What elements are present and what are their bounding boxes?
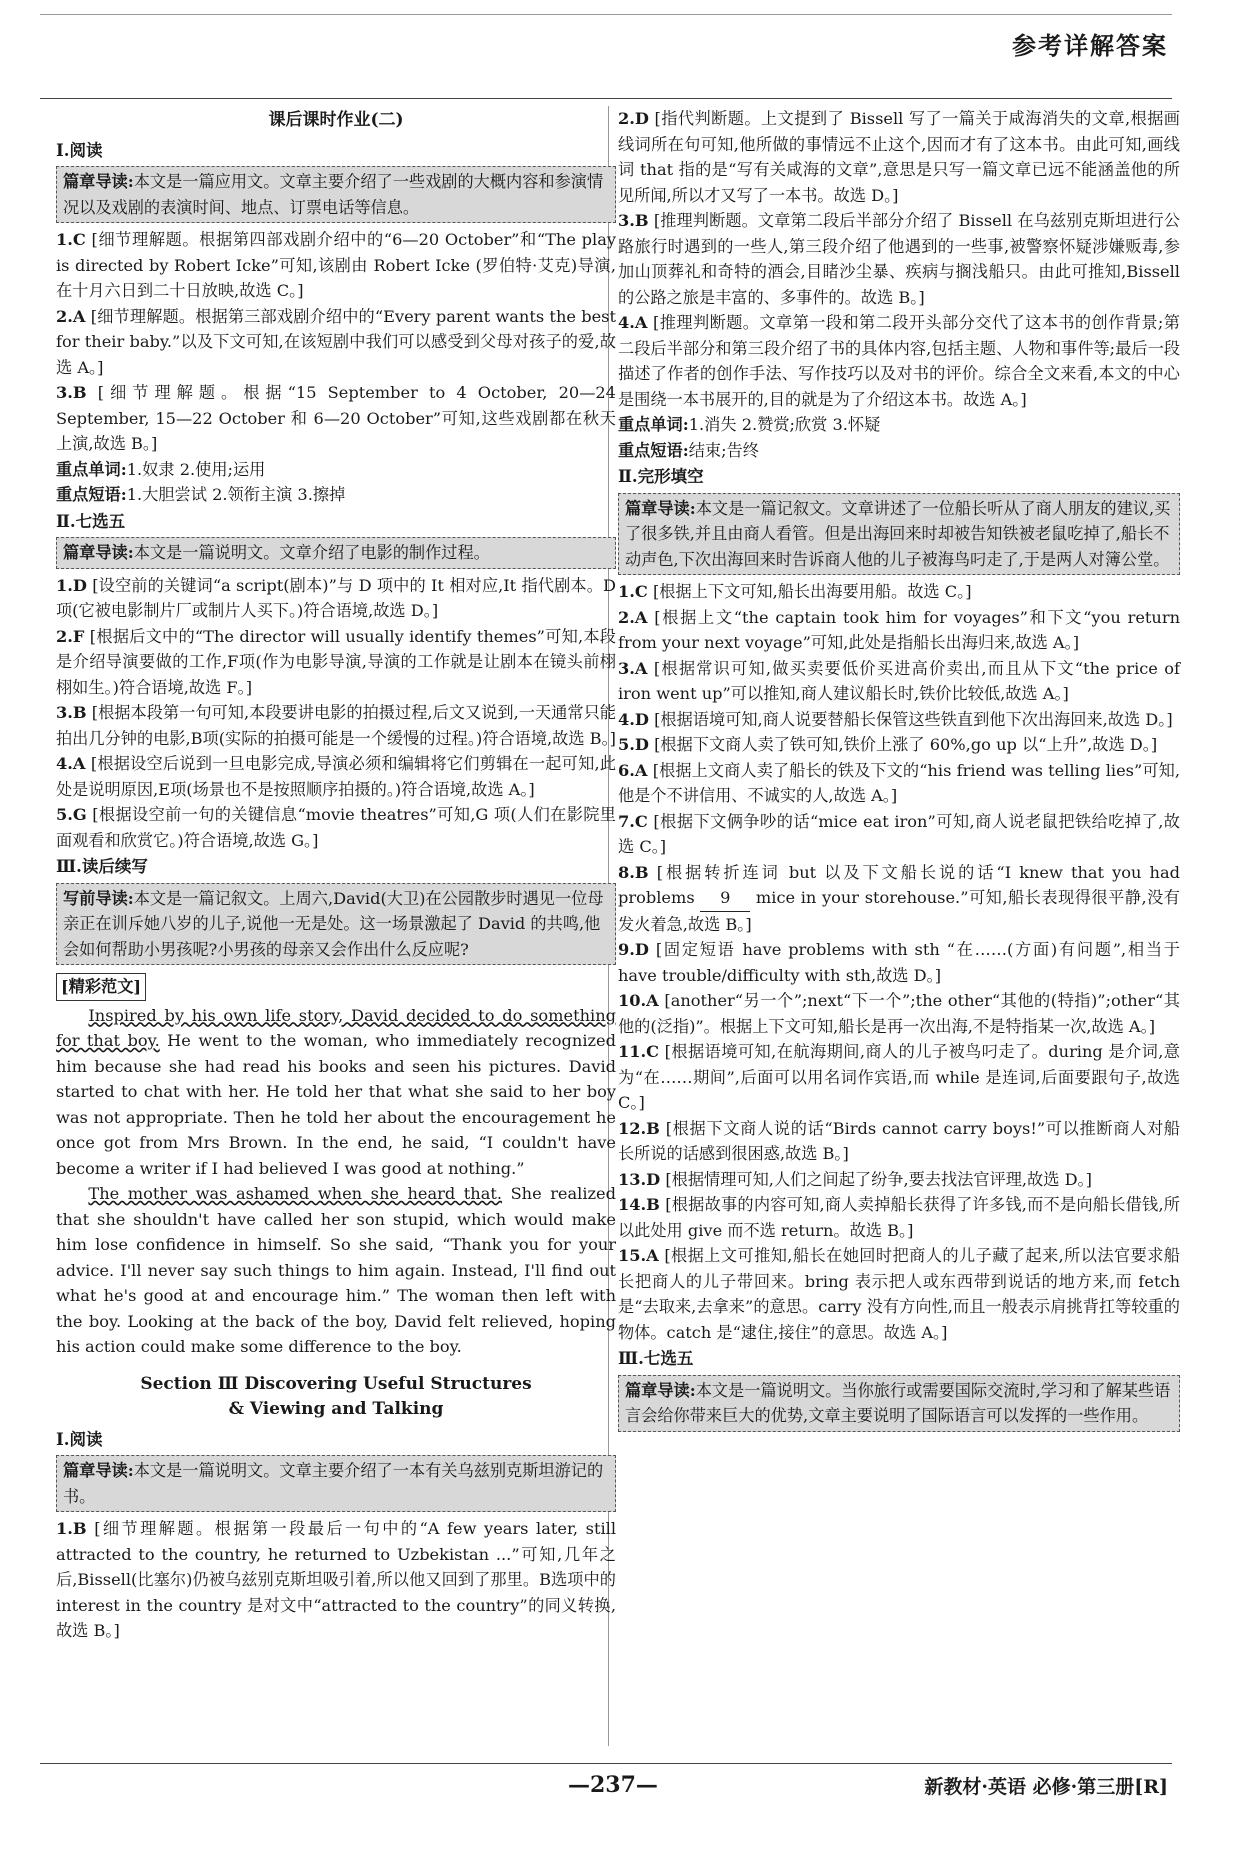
key-phrases	[56, 482, 616, 508]
reading-guide	[56, 166, 616, 223]
answer-explanation: [根据上文可推知,船长在她回时把商人的儿子藏了起来,所以法官要求船长把商人的儿子带回来。bring 表示把人或东西带到说话的地方来,而 fetch 是“去取来,去拿来”的意思。carry 没有方向性,而且一般表示肩挑背扛等较重的物体。catch 是“逮住,接住”的意思。故选 A。]	[618, 1246, 1180, 1342]
guide-label: 篇章导读:	[63, 543, 134, 562]
answer-explanation: [根据故事的内容可知,商人卖掉船长获得了许多钱,而不是向船长借钱,所以此处用 give 而不选 return。故选 B。]	[618, 1195, 1180, 1240]
book-info: 新教材·英语 必修·第三册[R]	[924, 1776, 1168, 1798]
reading-answers-continued	[618, 106, 1180, 412]
answer-number: 1.C	[618, 582, 648, 601]
answer-explanation: [推理判断题。文章第二段后半部分介绍了 Bissell 在乌兹别克斯坦进行公路旅行时遇到的一些人,第三段介绍了他遇到的一些事,被警察怀疑涉嫌贩毒,参加山顶葬礼和奇特的酒会,目睹沙尘暴、疾病与搁浅船只。由此可推知,Bissell 的公路之旅是丰富的、多事件的。故选 B。]	[618, 211, 1180, 307]
answer-number: 8.B	[618, 862, 649, 882]
answer-number: 4.D	[618, 709, 649, 729]
answer-number: 5.D	[618, 735, 649, 754]
answer-item	[56, 227, 616, 304]
answer-item	[618, 707, 1180, 733]
key-phrases-text: 结束;告终	[688, 440, 759, 460]
answer-explanation: [根据情理可知,人们之间起了纷争,要去找法官评理,故选 D。]	[665, 1169, 1092, 1189]
answer-item	[618, 1039, 1180, 1116]
answer-item	[56, 380, 616, 457]
guide-label: 篇章导读:	[625, 1380, 696, 1400]
section3-title	[56, 1372, 616, 1423]
top-rule	[40, 14, 1172, 15]
answer-item	[618, 1167, 1180, 1193]
answer-explanation: [细节理解题。根据“15 September to 4 October, 20—24 September, 15—22 October 和 6—20 October”可知,这些戏剧都在秋天上演,故选 B。]	[56, 383, 616, 453]
answer-number: 10.A	[618, 991, 659, 1010]
answer-item	[618, 208, 1180, 310]
answer-item	[618, 1116, 1180, 1167]
key-phrases	[618, 438, 1180, 464]
answer-item	[618, 605, 1180, 656]
answer-explanation: [根据转折连词 but 以及下文船长说的话“I knew that you had problems	[618, 862, 1180, 907]
answer-explanation: [设空前的关键词“a script(剧本)”与 D 项中的 It 相对应,It 指代剧本。D项(它被电影制片厂或制片人买下。)符合语境,故选 D。]	[56, 575, 616, 620]
answer-number: 9.D	[618, 940, 649, 959]
answer-explanation: [固定短语 have problems with sth “在……(方面)有问题”,相当于 have trouble/difficulty with sth,故选 D。]	[618, 940, 1180, 985]
answer-item	[618, 732, 1180, 758]
page-number: —237—	[568, 1772, 658, 1798]
seven-answers	[56, 573, 616, 854]
answer-number: 14.B	[618, 1195, 660, 1214]
guide-text: 本文是一篇说明文。当你旅行或需要国际交流时,学习和了解某些语言会给你带来巨大的优势,文章主要说明了国际语言可以发挥的一些作用。	[625, 1380, 1171, 1425]
cloze-answers	[618, 579, 1180, 1345]
key-words	[56, 457, 616, 483]
answer-explanation: [细节理解题。根据第一段最后一句中的“A few years later, still attracted to the country, he returned to Uzbekistan ...”可知,几年之后,Bissell(比塞尔)仍被乌兹别克斯坦吸引着,所以他又回到了那里。B选项中的 interest in the country 是对文中“attracted to the country”的同义转换,故选 B。]	[56, 1519, 616, 1640]
guide-label: 篇章导读:	[63, 1461, 134, 1480]
essay-body-1: He went to the woman, who immediately recognized him because she had read his books and seen his pictures. David started to chat with her. He told her that what she said to her boy was not appropriate. Then he told her about the encouragement he once got from Mrs Brown. In the end, he said, “I couldn't have become a writer if I had believed I was good at nothing.”	[56, 1031, 616, 1178]
answer-explanation: [根据语境可知,商人说要替船长保管这些铁直到他下次出海回来,故选 D。]	[654, 709, 1173, 729]
essay-paragraph-1	[56, 1003, 616, 1182]
answer-number: 13.D	[618, 1169, 661, 1189]
guide-text: 本文是一篇说明文。文章介绍了电影的制作过程。	[133, 543, 490, 562]
reading-heading: Ⅰ.阅读	[56, 140, 103, 160]
answer-explanation: [指代判断题。上文提到了 Bissell 写了一篇关于咸海消失的文章,根据画线词所在句可知,他所做的事情远不止这个,因而才有了这本书。由此可知,画线词 that 指的是“写有关咸海的文章”,意思是只写一篇文章已远不能涵盖他的所见所闻,所以才又写了一本书。故选 D。]	[618, 109, 1180, 205]
continuation-heading: Ⅲ.读后续写	[56, 857, 148, 876]
section-title: 课后课时作业(二)	[268, 110, 404, 130]
answer-explanation: [根据常识可知,做买卖要低价买进高价卖出,而且从下文“the price of iron went up”可以推知,商人建议船长时,铁价比较低,故选 A。]	[618, 658, 1181, 703]
key-words-text: 1.奴隶 2.使用;运用	[126, 459, 266, 479]
answer-item	[56, 1516, 616, 1644]
answer-number: 7.C	[618, 811, 648, 831]
answer-item	[618, 1243, 1180, 1345]
answer-number: 4.A	[56, 754, 86, 773]
model-essay	[56, 1003, 616, 1360]
answer-explanation: [细节理解题。根据第四部戏剧介绍中的“6—20 October”和“The play is directed by Robert Icke”可知,该剧由 Robert Icke (罗伯特·艾克)导演,在十月六日到二十日放映,故选 C。]	[56, 230, 616, 300]
answer-explanation: [根据下文商人说的话“Birds cannot carry boys!”可以推断商人对船长所说的话感到很困惑,故选 B。]	[618, 1118, 1180, 1163]
section3-title-line2: & Viewing and Talking	[228, 1399, 444, 1419]
answer-item	[56, 304, 616, 381]
essay-topic-sentence-2: The mother was ashamed when she heard that.	[88, 1184, 503, 1203]
answer-number: 1.C	[56, 230, 86, 249]
essay-body-2: She realized that she shouldn't have called her son stupid, which would make him lose confidence in himself. So she said, “Thank you for your advice. I'll never say such things to him again. Instead, I'll find out what he's good at and encourage him.” The woman then left with the boy. Looking at the back of the boy, David felt relieved, hoping his action could make some difference to the boy.	[56, 1184, 616, 1356]
guide-label: 写前导读:	[63, 888, 134, 908]
answer-item	[618, 809, 1180, 860]
answer-explanation: [根据设空前一句的关键信息“movie theatres”可知,G 项(人们在影院里面观看和欣赏它。)符合语境,故选 G。]	[56, 805, 616, 850]
cloze-heading: Ⅱ.完形填空	[618, 467, 704, 486]
answer-item	[618, 758, 1180, 809]
answer-number: 2.D	[618, 109, 649, 128]
answer-number: 1.D	[56, 575, 87, 595]
answer-item	[56, 802, 616, 853]
key-words-label: 重点单词:	[56, 459, 127, 479]
section3-title-line1: Section Ⅲ Discovering Useful Structures	[140, 1373, 532, 1394]
answer-number: 6.A	[618, 760, 648, 780]
guide-text: 本文是一篇记叙文。文章讲述了一位船长听从了商人朋友的建议,买了很多铁,并且由商人看管。但是出海回来时却被告知铁被老鼠吃掉了,船长不动声色,下次出海回来时告诉商人他的儿子被海鸟叼走了,于是两人对簿公堂。	[625, 498, 1171, 569]
answer-number: 3.B	[56, 703, 87, 722]
answer-explanation: [根据上文商人卖了船长的铁及下文的“his friend was telling lies”可知,他是个不讲信用、不诚实的人,故选 A。]	[618, 760, 1180, 805]
essay-topic-sentence-1: Inspired by his own life story, David decided to do something for that boy.	[56, 1005, 616, 1050]
essay-paragraph-2	[56, 1181, 616, 1360]
right-column	[618, 106, 1180, 1436]
answer-explanation: [根据语境可知,在航海期间,商人的儿子被鸟叼走了。during 是介词,意为“在……期间”,后面可以用名词作宾语,而 while 是连词,后面要跟句子,故选 C。]	[618, 1042, 1180, 1112]
answer-item	[618, 656, 1180, 707]
answer-explanation: [细节理解题。根据第三部戏剧介绍中的“Every parent wants the best for their baby.”以及下文可知,在该短剧中我们可以感受到父母对孩子的爱,故选 A。]	[56, 306, 616, 377]
key-phrases-label: 重点短语:	[618, 440, 689, 460]
answer-item	[618, 860, 1180, 938]
answer-explanation: [根据本段第一句可知,本段要讲电影的拍摄过程,后文又说到,一天通常只能拍出几分钟的电影,B项(实际的拍摄可能是一个缓慢的过程。)符合语境,故选 B。]	[56, 703, 616, 748]
reading-answers	[56, 227, 616, 457]
guide-label: 篇章导读:	[625, 498, 696, 518]
seven2-heading: Ⅲ.七选五	[618, 1349, 694, 1368]
answer-item	[618, 988, 1180, 1039]
continuation-guide	[56, 883, 616, 966]
key-words-label: 重点单词:	[618, 415, 689, 434]
answer-item	[618, 310, 1180, 412]
answer-explanation: mice in your storehouse.”可知,船长表现得很平静,没有发火着急,故选 B。]	[618, 888, 1180, 934]
answer-item	[56, 573, 616, 624]
answer-number: 15.A	[618, 1246, 659, 1265]
guide-text: 本文是一篇说明文。文章主要介绍了一本有关乌兹别克斯坦游记的书。	[63, 1461, 604, 1506]
key-phrases-text: 1.大胆尝试 2.领衔主演 3.擦掉	[126, 485, 346, 504]
answer-item	[56, 700, 616, 751]
answer-number: 3.A	[618, 658, 648, 678]
answer-number: 11.C	[618, 1042, 660, 1061]
answer-explanation: [根据上文“the captain took him for voyages”和下文“you return from your next voyage”可知,此处是指船长出海归来,故选 A。]	[618, 607, 1180, 652]
seven-guide	[56, 537, 616, 569]
essay-label: [精彩范文]	[56, 973, 146, 1001]
header-title: 参考详解答案	[1012, 31, 1168, 60]
answer-number: 5.G	[56, 805, 87, 824]
key-words-text: 1.消失 2.赞赏;欣赏 3.怀疑	[688, 415, 881, 434]
key-phrases-label: 重点短语:	[56, 485, 127, 504]
answer-explanation: [根据下文俩争吵的话“mice eat iron”可知,商人说老鼠把铁给吃掉了,故选 C。]	[618, 811, 1180, 856]
answer-number: 12.B	[618, 1118, 660, 1138]
answer-item	[618, 937, 1180, 988]
section3-reading-heading: Ⅰ.阅读	[56, 1429, 103, 1449]
answer-number: 4.A	[618, 313, 648, 332]
footer-rule	[40, 1763, 1172, 1764]
key-words	[618, 412, 1180, 438]
answer-explanation: [根据后文中的“The director will usually identify themes”可知,本段是介绍导演要做的工作,F项(作为电影导演,导演的工作就是让剧本在镜头前栩栩如生。)符合语境,故选 F。]	[56, 626, 616, 697]
answer-number: 2.F	[56, 626, 85, 646]
header-rule	[40, 98, 1172, 99]
answer-number: 3.B	[56, 383, 87, 402]
answer-number: 2.A	[56, 306, 86, 326]
blank-number: 9	[700, 885, 750, 912]
guide-label: 篇章导读:	[63, 172, 134, 191]
guide-text: 本文是一篇应用文。文章主要介绍了一些戏剧的大概内容和参演情况以及戏剧的表演时间、地点、订票电话等信息。	[63, 172, 604, 217]
answer-item	[618, 1192, 1180, 1243]
answer-explanation: [根据设空后说到一旦电影完成,导演必须和编辑将它们剪辑在一起可知,此处是说明原因,E项(场景也不是按照顺序拍摄的。)符合语境,故选 A。]	[56, 754, 616, 799]
answer-number: 1.B	[56, 1519, 87, 1538]
section3-answers	[56, 1516, 616, 1644]
seven2-guide	[618, 1375, 1180, 1432]
answer-item	[56, 624, 616, 701]
answer-item	[56, 751, 616, 802]
section3-guide	[56, 1455, 616, 1512]
answer-item	[618, 579, 1180, 605]
left-column	[56, 106, 616, 1644]
answer-number: 3.B	[618, 211, 649, 230]
answer-explanation: [another“另一个”;next“下一个”;the other“其他的(特指)”;other“其他的(泛指)”。根据上下文可知,船长是再一次出海,不是特指某一次,故选 A。]	[618, 991, 1180, 1036]
answer-item	[618, 106, 1180, 208]
guide-text: 本文是一篇记叙文。上周六,David(大卫)在公园散步时遇见一位母亲正在训斥她八岁的儿子,说他一无是处。这一场景激起了 David 的共鸣,他会如何帮助小男孩呢?小男孩的母亲又会作出什么反应呢?	[63, 888, 604, 959]
answer-explanation: [根据上下文可知,船长出海要用船。故选 C。]	[652, 582, 972, 601]
answer-explanation: [推理判断题。文章第一段和第二段开头部分交代了这本书的创作背景;第二段后半部分和第三段介绍了书的具体内容,包括主题、人物和事件等;最后一段描述了作者的创作手法、写作技巧以及对书的评价。综合全文来看,本文的中心是围绕一本书展开的,目的就是为了介绍这本书。故选 A。]	[618, 313, 1180, 409]
answer-explanation: [根据下文商人卖了铁可知,铁价上涨了 60%,go up 以“上升”,故选 D。]	[654, 735, 1158, 754]
seven-heading: Ⅱ.七选五	[56, 511, 126, 531]
cloze-guide	[618, 493, 1180, 576]
answer-number: 2.A	[618, 607, 648, 627]
